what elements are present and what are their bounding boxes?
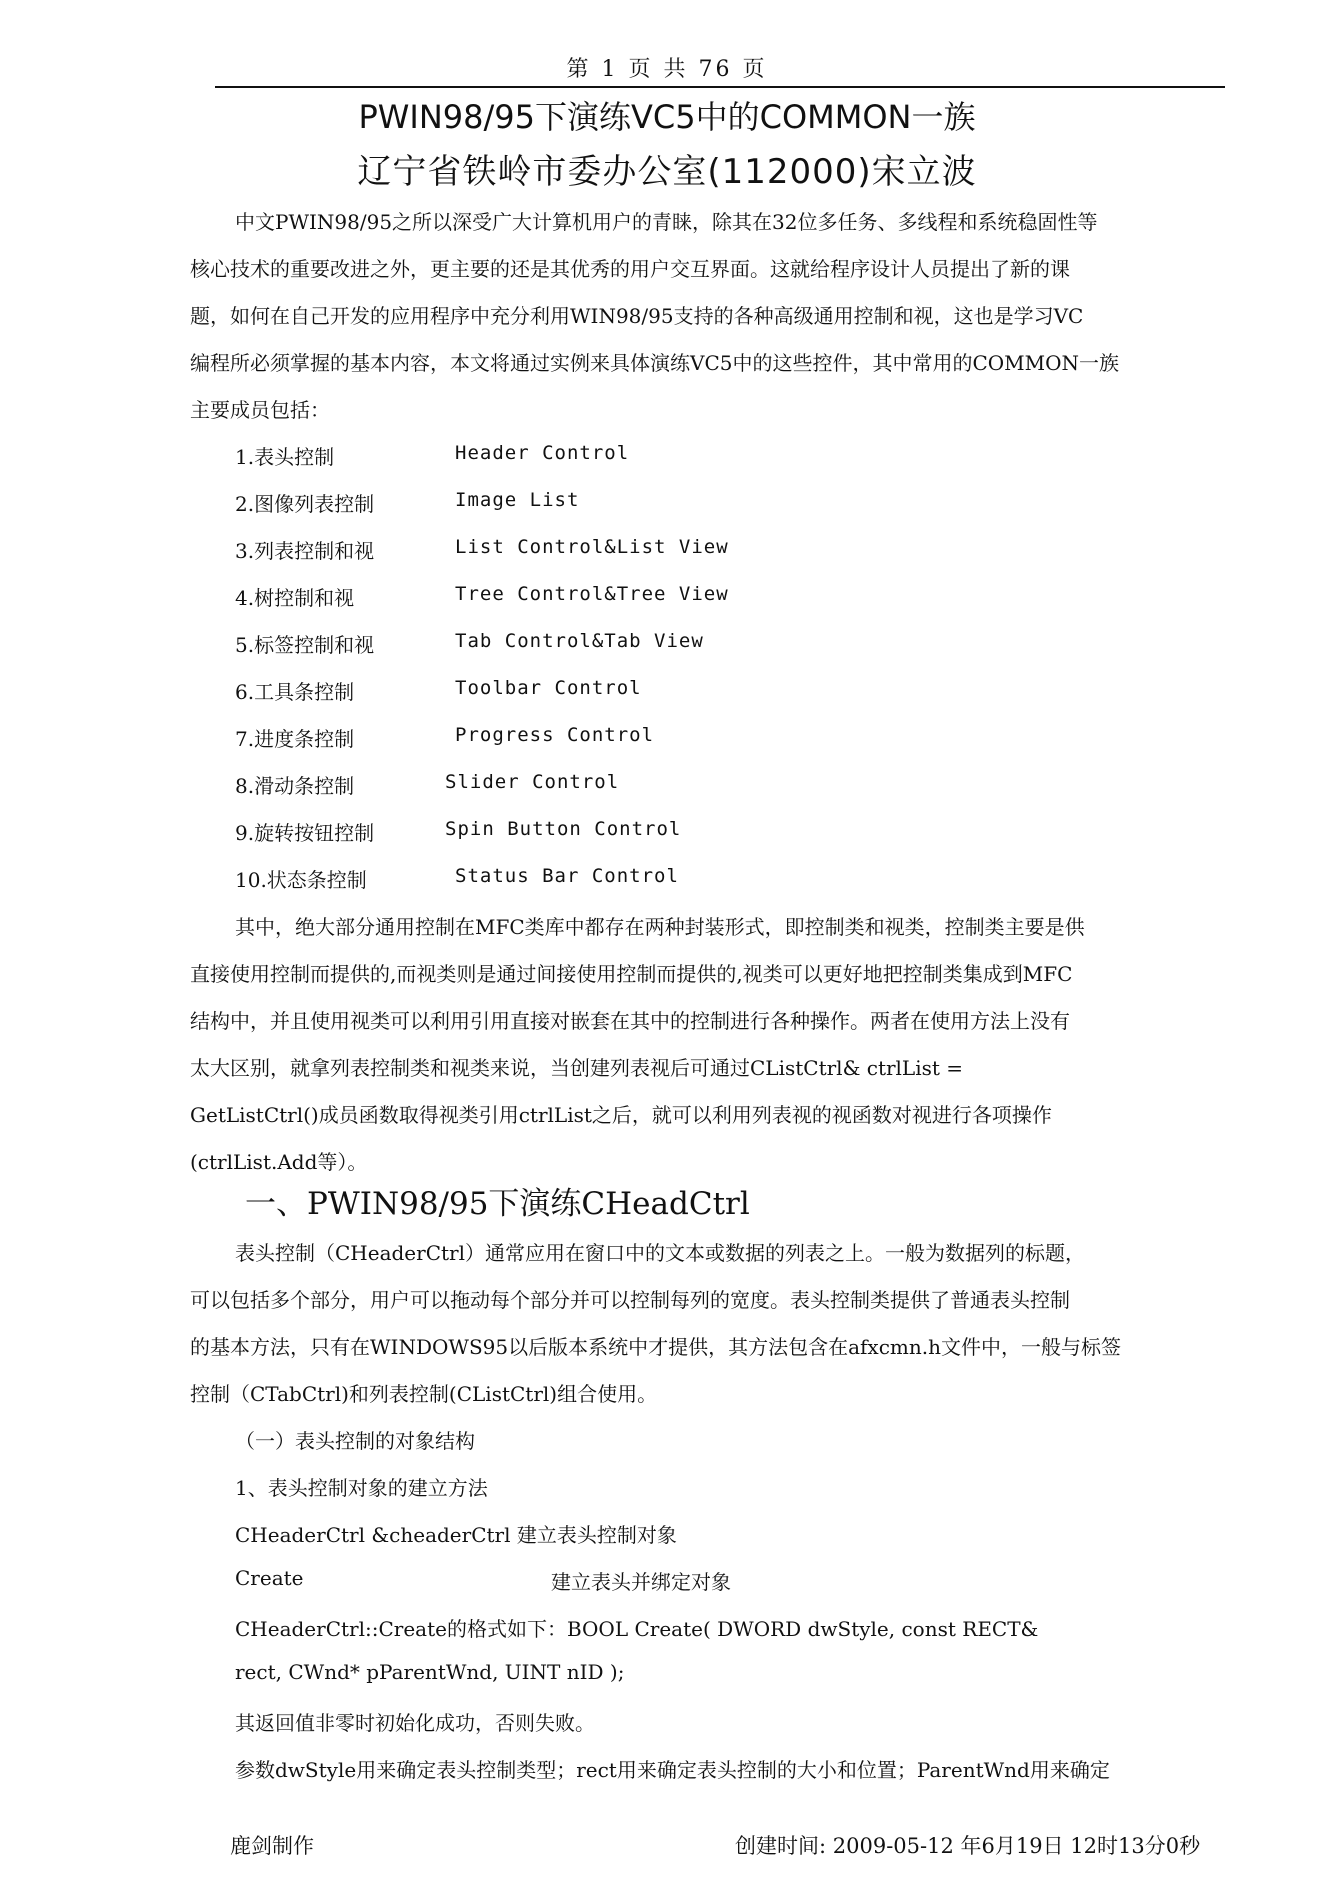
para2-line-4: 太大区别，就拿列表控制类和视类来说，当创建列表视后可通过CListCtrl& ctrlList = bbox=[190, 1056, 964, 1080]
member-en: Slider Control bbox=[445, 771, 620, 793]
para3-line-2: 可以包括多个部分，用户可以拖动每个部分并可以控制每列的宽度。表头控制类提供了普通表头控制 bbox=[190, 1288, 1070, 1312]
member-en: Toolbar Control bbox=[455, 677, 642, 699]
intro-line-1: 中文PWIN98/95之所以深受广大计算机用户的青睐，除其在32位多任务、多线程和系统稳固性等 bbox=[235, 210, 1098, 234]
intro-line-3: 题，如何在自己开发的应用程序中充分利用WIN98/95支持的各种高级通用控制和视，这也是学习VC bbox=[190, 304, 1084, 328]
member-en: Tab Control&Tab View bbox=[455, 630, 704, 652]
member-cn: 7.进度条控制 bbox=[235, 727, 355, 751]
parameter-note: 参数dwStyle用来确定表头控制类型；rect用来确定表头控制的大小和位置；ParentWnd用来确定 bbox=[235, 1758, 1110, 1782]
member-cn: 2.图像列表控制 bbox=[235, 492, 375, 516]
member-cn: 10.状态条控制 bbox=[235, 868, 367, 892]
member-cn: 3.列表控制和视 bbox=[235, 539, 375, 563]
para2-line-5: GetListCtrl()成员函数取得视类引用ctrlList之后，就可以利用列表视的视函数对视进行各项操作 bbox=[190, 1103, 1052, 1127]
para2-line-6: (ctrlList.Add等）。 bbox=[190, 1150, 368, 1174]
document-author-line: 辽宁省铁岭市委办公室(112000)宋立波 bbox=[357, 152, 977, 192]
member-cn: 8.滑动条控制 bbox=[235, 774, 355, 798]
member-en: Progress Control bbox=[455, 724, 655, 746]
section-heading: 一、PWIN98/95下演练CHeadCtrl bbox=[245, 1186, 750, 1222]
para3-line-1: 表头控制（CHeaderCtrl）通常应用在窗口中的文本或数据的列表之上。一般为数据列的标题， bbox=[235, 1241, 1085, 1265]
para2-line-2: 直接使用控制而提供的,而视类则是通过间接使用控制而提供的,视类可以更好地把控制类集成到MFC bbox=[190, 962, 1073, 986]
para2-line-1: 其中，绝大部分通用控制在MFC类库中都存在两种封装形式，即控制类和视类，控制类主要是供 bbox=[235, 915, 1085, 939]
intro-line-2: 核心技术的重要改进之外，更主要的还是其优秀的用户交互界面。这就给程序设计人员提出了新的课 bbox=[190, 257, 1070, 281]
code-line: CHeaderCtrl &cheaderCtrl 建立表头控制对象 bbox=[235, 1523, 677, 1547]
footer-created-time: 创建时间: 2009-05-12 年6月19日 12时13分0秒 bbox=[735, 1834, 1201, 1858]
member-en: Status Bar Control bbox=[455, 865, 679, 887]
para2-line-3: 结构中，并且使用视类可以利用引用直接对嵌套在其中的控制进行各种操作。两者在使用方法上没有 bbox=[190, 1009, 1070, 1033]
member-cn: 9.旋转按钮控制 bbox=[235, 821, 375, 845]
create-description: 建立表头并绑定对象 bbox=[551, 1570, 731, 1594]
create-keyword: Create bbox=[235, 1566, 304, 1590]
member-cn: 5.标签控制和视 bbox=[235, 633, 375, 657]
intro-line-5: 主要成员包括： bbox=[190, 398, 330, 422]
footer-author: 鹿剑制作 bbox=[230, 1834, 314, 1858]
document-title: PWIN98/95下演练VC5中的COMMON一族 bbox=[358, 98, 976, 136]
member-cn: 4.树控制和视 bbox=[235, 586, 355, 610]
member-en: Header Control bbox=[455, 442, 630, 464]
return-value-note: 其返回值非零时初始化成功，否则失败。 bbox=[235, 1711, 595, 1735]
header-rule bbox=[215, 86, 1225, 88]
member-en: Spin Button Control bbox=[445, 818, 682, 840]
member-cn: 6.工具条控制 bbox=[235, 680, 355, 704]
para3-line-3: 的基本方法，只有在WINDOWS95以后版本系统中才提供，其方法包含在afxcmn.h文件中，一般与标签 bbox=[190, 1335, 1121, 1359]
intro-line-4: 编程所必须掌握的基本内容，本文将通过实例来具体演练VC5中的这些控件，其中常用的COMMON一族 bbox=[190, 351, 1120, 375]
code-line: CHeaderCtrl::Create的格式如下：BOOL Create( DWORD dwStyle, const RECT& bbox=[235, 1617, 1039, 1641]
member-en: Tree Control&Tree View bbox=[455, 583, 729, 605]
member-en: List Control&List View bbox=[455, 536, 729, 558]
code-line: rect, CWnd* pParentWnd, UINT nID ); bbox=[235, 1660, 625, 1684]
page-counter: 第 1 页 共 76 页 bbox=[566, 57, 768, 82]
member-en: Image List bbox=[455, 489, 580, 511]
subsection-heading: （一）表头控制的对象结构 bbox=[235, 1429, 475, 1453]
subsection-item: 1、表头控制对象的建立方法 bbox=[235, 1476, 488, 1500]
para3-line-4: 控制（CTabCtrl)和列表控制(CListCtrl)组合使用。 bbox=[190, 1382, 658, 1406]
member-cn: 1.表头控制 bbox=[235, 445, 335, 469]
